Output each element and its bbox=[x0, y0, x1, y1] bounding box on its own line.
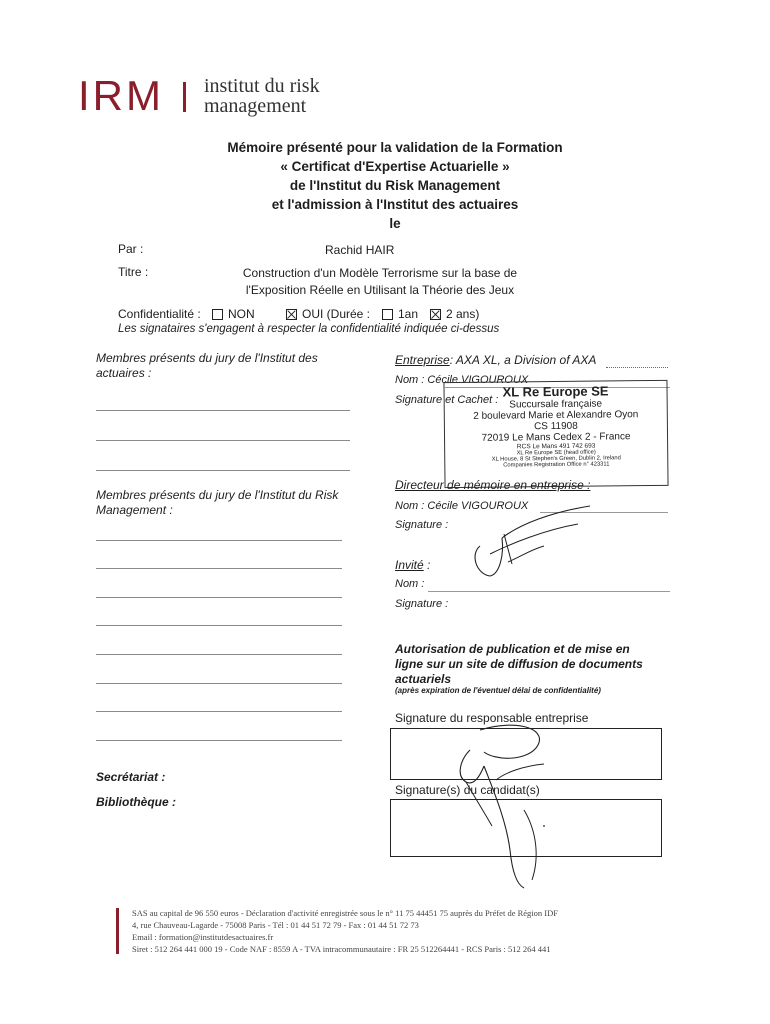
confidentiality-note: Les signataires s'engagent à respecter la confidentialité indiquée ci-dessus bbox=[118, 323, 500, 335]
guest-name-line bbox=[428, 591, 670, 592]
candidate-signature bbox=[440, 720, 600, 892]
actuaires-jury-line bbox=[96, 470, 350, 471]
stamp-line-2: Succursale française bbox=[509, 398, 603, 411]
secretariat-label: Secrétariat : bbox=[96, 770, 166, 784]
logo-name-line2: management bbox=[204, 95, 307, 117]
publication-note: (après expiration de l'éventuel délai de confidentialité) bbox=[395, 686, 601, 695]
logo-acronym: IRM bbox=[78, 72, 164, 119]
director-name: Nom : Cécile VIGOUROUX bbox=[395, 500, 529, 512]
footer-line-3: Email : formation@institutdesactuaires.fr bbox=[132, 932, 274, 942]
logo-name-line1: institut du risk bbox=[204, 75, 320, 97]
stamp-line-8: XL House, 8 St Stephen's Green, Dublin 2, Ireland bbox=[491, 455, 621, 463]
subject-label: Titre : bbox=[118, 265, 149, 279]
candidate-signature-box-label: Signature(s) du candidat(s) bbox=[395, 783, 540, 797]
footer-accent-bar bbox=[116, 908, 119, 954]
title-line-4: et l'admission à l'Institut des actuaires bbox=[271, 197, 519, 212]
guest-name-label: Nom : bbox=[395, 578, 425, 590]
title-line-1: Mémoire présenté pour la validation de la Formation bbox=[227, 140, 563, 155]
confidentiality-row bbox=[118, 307, 558, 323]
company-value: : AXA XL, a Division of AXA bbox=[449, 353, 597, 367]
company-line bbox=[606, 367, 668, 368]
non-label: NON bbox=[228, 307, 255, 321]
title-line-5: le bbox=[389, 216, 401, 231]
irm-jury-line bbox=[96, 568, 342, 569]
irm-logo bbox=[78, 74, 378, 124]
stamp-line-5: 72019 Le Mans Cedex 2 - France bbox=[481, 431, 631, 444]
guest-signature-label: Signature : bbox=[395, 598, 449, 610]
company-contact-name: Nom : Cécile VIGOUROUX bbox=[395, 374, 529, 386]
guest-label: Invité bbox=[395, 558, 424, 572]
footer-line-2: 4, rue Chauveau-Lagarde - 75008 Paris - Tél : 01 44 51 72 79 - Fax : 01 44 51 72 73 bbox=[132, 920, 419, 930]
footer-line-4: Siret : 512 264 441 000 19 - Code NAF : 8559 A - TVA intracommunautaire : FR 25 512264441 - RCS Paris : 512 264 441 bbox=[132, 944, 551, 954]
publication-title-line-2: ligne sur un site de diffusion de documents bbox=[395, 657, 643, 671]
publication-title bbox=[395, 642, 685, 687]
irm-jury-line bbox=[96, 540, 342, 541]
title-line-3: de l'Institut du Risk Management bbox=[289, 178, 501, 193]
author-label: Par : bbox=[118, 242, 144, 256]
company-stamp bbox=[443, 380, 668, 488]
stamp-line-1: XL Re Europe SE bbox=[502, 383, 609, 400]
stamp-line-4: CS 11908 bbox=[533, 420, 578, 433]
publication-title-line-1: Autorisation de publication et de mise en bbox=[395, 642, 630, 656]
irm-jury-line bbox=[96, 597, 342, 598]
bibliotheque-label: Bibliothèque : bbox=[96, 795, 176, 809]
confidentiality-label: Confidentialité : bbox=[118, 307, 201, 321]
stamp-line-6: RCS Le Mans 491 742 693 bbox=[516, 442, 596, 451]
oui-label: OUI (Durée : bbox=[302, 307, 371, 321]
document-title bbox=[170, 138, 620, 233]
publication-title-line-3: actuariels bbox=[395, 672, 452, 686]
oui-checkbox[interactable] bbox=[286, 309, 297, 320]
logo-divider bbox=[183, 82, 186, 112]
company-row bbox=[395, 353, 596, 367]
guest-label-suffix: : bbox=[423, 558, 431, 572]
author-name: Rachid HAIR bbox=[325, 243, 395, 257]
irm-jury-line bbox=[96, 740, 342, 741]
subject-line-1: Construction d'un Modèle Terrorisme sur la base de bbox=[242, 266, 518, 280]
subject-line-2: l'Exposition Réelle en Utilisant la Théorie des Jeux bbox=[245, 283, 515, 297]
irm-jury-label: Membres présents du jury de l'Institut du Risk Management : bbox=[96, 488, 339, 517]
stamp-line-9: Companies Registration Office n° 423311 bbox=[503, 461, 610, 469]
irm-jury-line bbox=[96, 625, 342, 626]
company-label: Entreprise bbox=[395, 353, 450, 367]
actuaires-jury-label: Membres présents du jury de l'Institut des actuaires : bbox=[96, 351, 318, 380]
irm-jury-line bbox=[96, 711, 342, 712]
subject-title bbox=[215, 265, 545, 299]
company-signature-label: Signature et Cachet : bbox=[395, 394, 499, 406]
director-signature bbox=[460, 494, 600, 580]
irm-jury-line bbox=[96, 683, 342, 684]
guest-label-row bbox=[395, 558, 430, 572]
two-years-label: 2 ans) bbox=[446, 307, 480, 321]
footer-line-1: SAS au capital de 96 550 euros - Déclaration d'activité enregistrée sous le n° 11 75 44451 75 auprès du Préfet de Région IDF bbox=[132, 908, 558, 918]
company-signature-box-label: Signature du responsable entreprise bbox=[395, 711, 589, 725]
two-years-checkbox[interactable] bbox=[430, 309, 441, 320]
one-year-label: 1an bbox=[398, 307, 419, 321]
footer bbox=[132, 907, 732, 955]
irm-jury-line bbox=[96, 654, 342, 655]
one-year-checkbox[interactable] bbox=[382, 309, 393, 320]
actuaires-jury-line bbox=[96, 410, 350, 411]
actuaires-jury-line bbox=[96, 440, 350, 441]
director-signature-label: Signature : bbox=[395, 519, 449, 531]
stamp-line-7: XL Re Europe SE (head office) bbox=[516, 449, 596, 457]
non-checkbox[interactable] bbox=[212, 309, 223, 320]
title-line-2: « Certificat d'Expertise Actuarielle » bbox=[280, 159, 510, 174]
stamp-line-3: 2 boulevard Marie et Alexandre Oyon bbox=[473, 409, 639, 422]
director-label: Directeur de mémoire en entreprise : bbox=[395, 478, 591, 492]
